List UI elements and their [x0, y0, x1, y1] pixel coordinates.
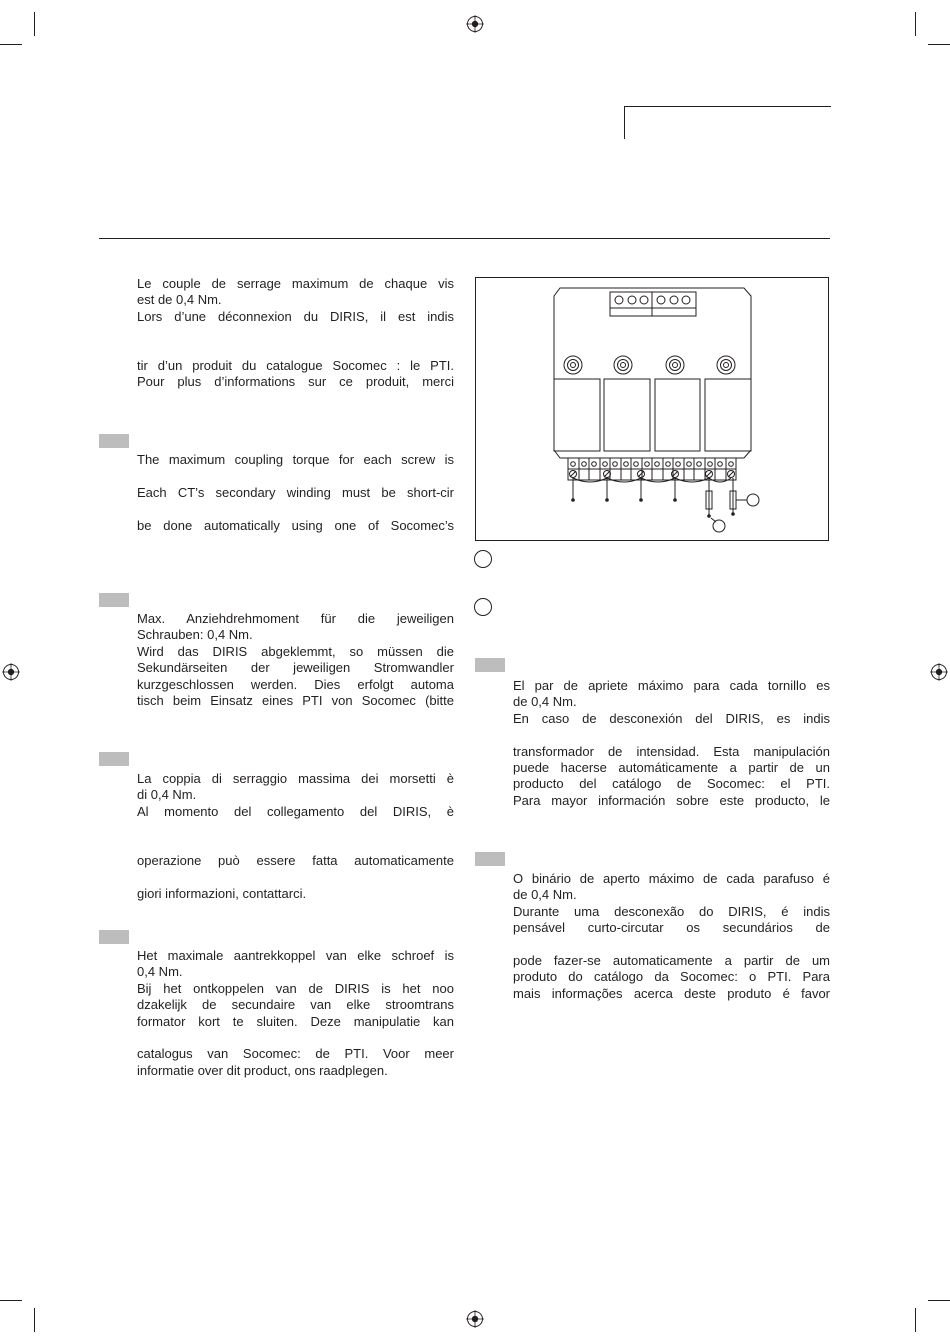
text-line: de 0,4 Nm.: [513, 694, 577, 710]
section-en: [137, 452, 454, 534]
text-line: Lors d’une déconnexion du DIRIS, il est indis: [137, 308, 454, 324]
text-line: Het maximale aantrekkoppel van elke schroef is: [137, 948, 454, 963]
crop-mark: [915, 1308, 916, 1332]
crop-mark: [928, 44, 950, 45]
text-line: El par de apriete máximo para cada tornillo es: [513, 678, 830, 693]
device-diagram: [476, 278, 828, 540]
text-line: formator kort te sluiten. Deze manipulatie kan: [137, 1013, 454, 1029]
text-line: [137, 468, 454, 484]
text-line: 0,4 Nm.: [137, 964, 183, 980]
language-tag-de: [99, 593, 129, 607]
section-fr: [137, 276, 454, 391]
text-line: de 0,4 Nm.: [513, 887, 577, 903]
text-line: tir d’un produit du catalogue Socomec : le PTI.: [137, 357, 454, 373]
text-line: Each CT’s secondary winding must be short-cir: [137, 484, 454, 500]
text-line: pensável curto-circutar os secundários de: [513, 920, 830, 936]
text-line: Max. Anziehdrehmoment für die jeweiligen: [137, 611, 454, 626]
text-line: [137, 501, 454, 517]
text-line: Pour plus d’informations sur ce produit, merci: [137, 374, 454, 390]
text-line: En caso de desconexión del DIRIS, es indis: [513, 710, 830, 726]
crop-mark: [928, 1300, 950, 1301]
wiring-figure: [475, 277, 829, 541]
text-line: Wird das DIRIS abgeklemmt, so müssen die: [137, 643, 454, 659]
text-line: operazione può essere fatta automaticamente: [137, 852, 454, 868]
text-line: Al momento del collegamento del DIRIS, è: [137, 803, 454, 819]
text-line: [137, 1030, 454, 1046]
text-line: be done automatically using one of Socomec’s: [137, 517, 454, 533]
text-line: tisch beim Einsatz eines PTI von Socomec (bitte: [137, 692, 454, 708]
text-line: produto do catálogo da Socomec: o PTI. Para: [513, 969, 830, 985]
crop-mark: [34, 12, 35, 36]
registration-mark-icon: [466, 1310, 484, 1328]
text-line: mais informações acerca deste produto é favor: [513, 985, 830, 1001]
crop-mark: [915, 12, 916, 36]
registration-mark-icon: [466, 15, 484, 33]
header-rule: [99, 238, 830, 239]
text-line: producto del catálogo de Socomec: el PTI.: [513, 776, 830, 792]
text-line: Sekundärseiten der jeweiligen Stromwandler: [137, 660, 454, 676]
text-line: pode fazer-se automaticamente a partir de um: [513, 952, 830, 968]
text-line: Durante uma desconexão do DIRIS, é indis: [513, 903, 830, 919]
text-line: giori informazioni, contattarci.: [137, 885, 307, 901]
legend-circle-icon: [474, 598, 492, 616]
text-line: [137, 325, 454, 341]
text-line: dzakelijk de secundaire van elke stroomtrans: [137, 997, 454, 1013]
text-line: Para mayor información sobre este producto, le: [513, 792, 830, 808]
text-line: transformador de intensidad. Esta manipulación: [513, 743, 830, 759]
text-line: The maximum coupling torque for each screw is: [137, 452, 454, 467]
section-nl: [137, 948, 454, 1079]
text-line: [513, 727, 830, 743]
language-tag-es: [475, 658, 505, 672]
language-tag-it: [99, 752, 129, 766]
text-line: [513, 937, 830, 953]
language-tag-pt: [475, 852, 505, 866]
section-it: [137, 771, 454, 902]
text-line: Le couple de serrage maximum de chaque vis: [137, 276, 454, 291]
crop-mark: [34, 1308, 35, 1332]
text-line: [137, 837, 454, 853]
text-line: [137, 342, 454, 358]
text-line: informatie over dit product, ons raadplegen.: [137, 1062, 388, 1078]
registration-mark-icon: [2, 663, 20, 681]
header-tab-frame: [624, 106, 831, 139]
language-tag-nl: [99, 930, 129, 944]
section-es: [513, 678, 830, 809]
text-line: [137, 869, 454, 885]
crop-mark: [0, 44, 22, 45]
legend-circle-icon: [474, 550, 492, 568]
text-line: La coppia di serraggio massima dei morsetti è: [137, 771, 454, 786]
text-line: Schrauben: 0,4 Nm.: [137, 627, 253, 643]
crop-mark: [0, 1300, 22, 1301]
section-de: [137, 611, 454, 709]
text-line: di 0,4 Nm.: [137, 787, 197, 803]
text-line: catalogus van Socomec: de PTI. Voor meer: [137, 1046, 454, 1062]
language-tag-en: [99, 434, 129, 448]
text-line: O binário de aperto máximo de cada parafuso é: [513, 871, 830, 886]
text-line: kurzgeschlossen werden. Dies erfolgt automa: [137, 676, 454, 692]
text-line: [137, 820, 454, 836]
registration-mark-icon: [930, 663, 948, 681]
section-pt: [513, 871, 830, 1002]
text-line: est de 0,4 Nm.: [137, 292, 222, 308]
text-line: puede hacerse automáticamente a partir de un: [513, 759, 830, 775]
text-line: Bij het ontkoppelen van de DIRIS is het noo: [137, 980, 454, 996]
